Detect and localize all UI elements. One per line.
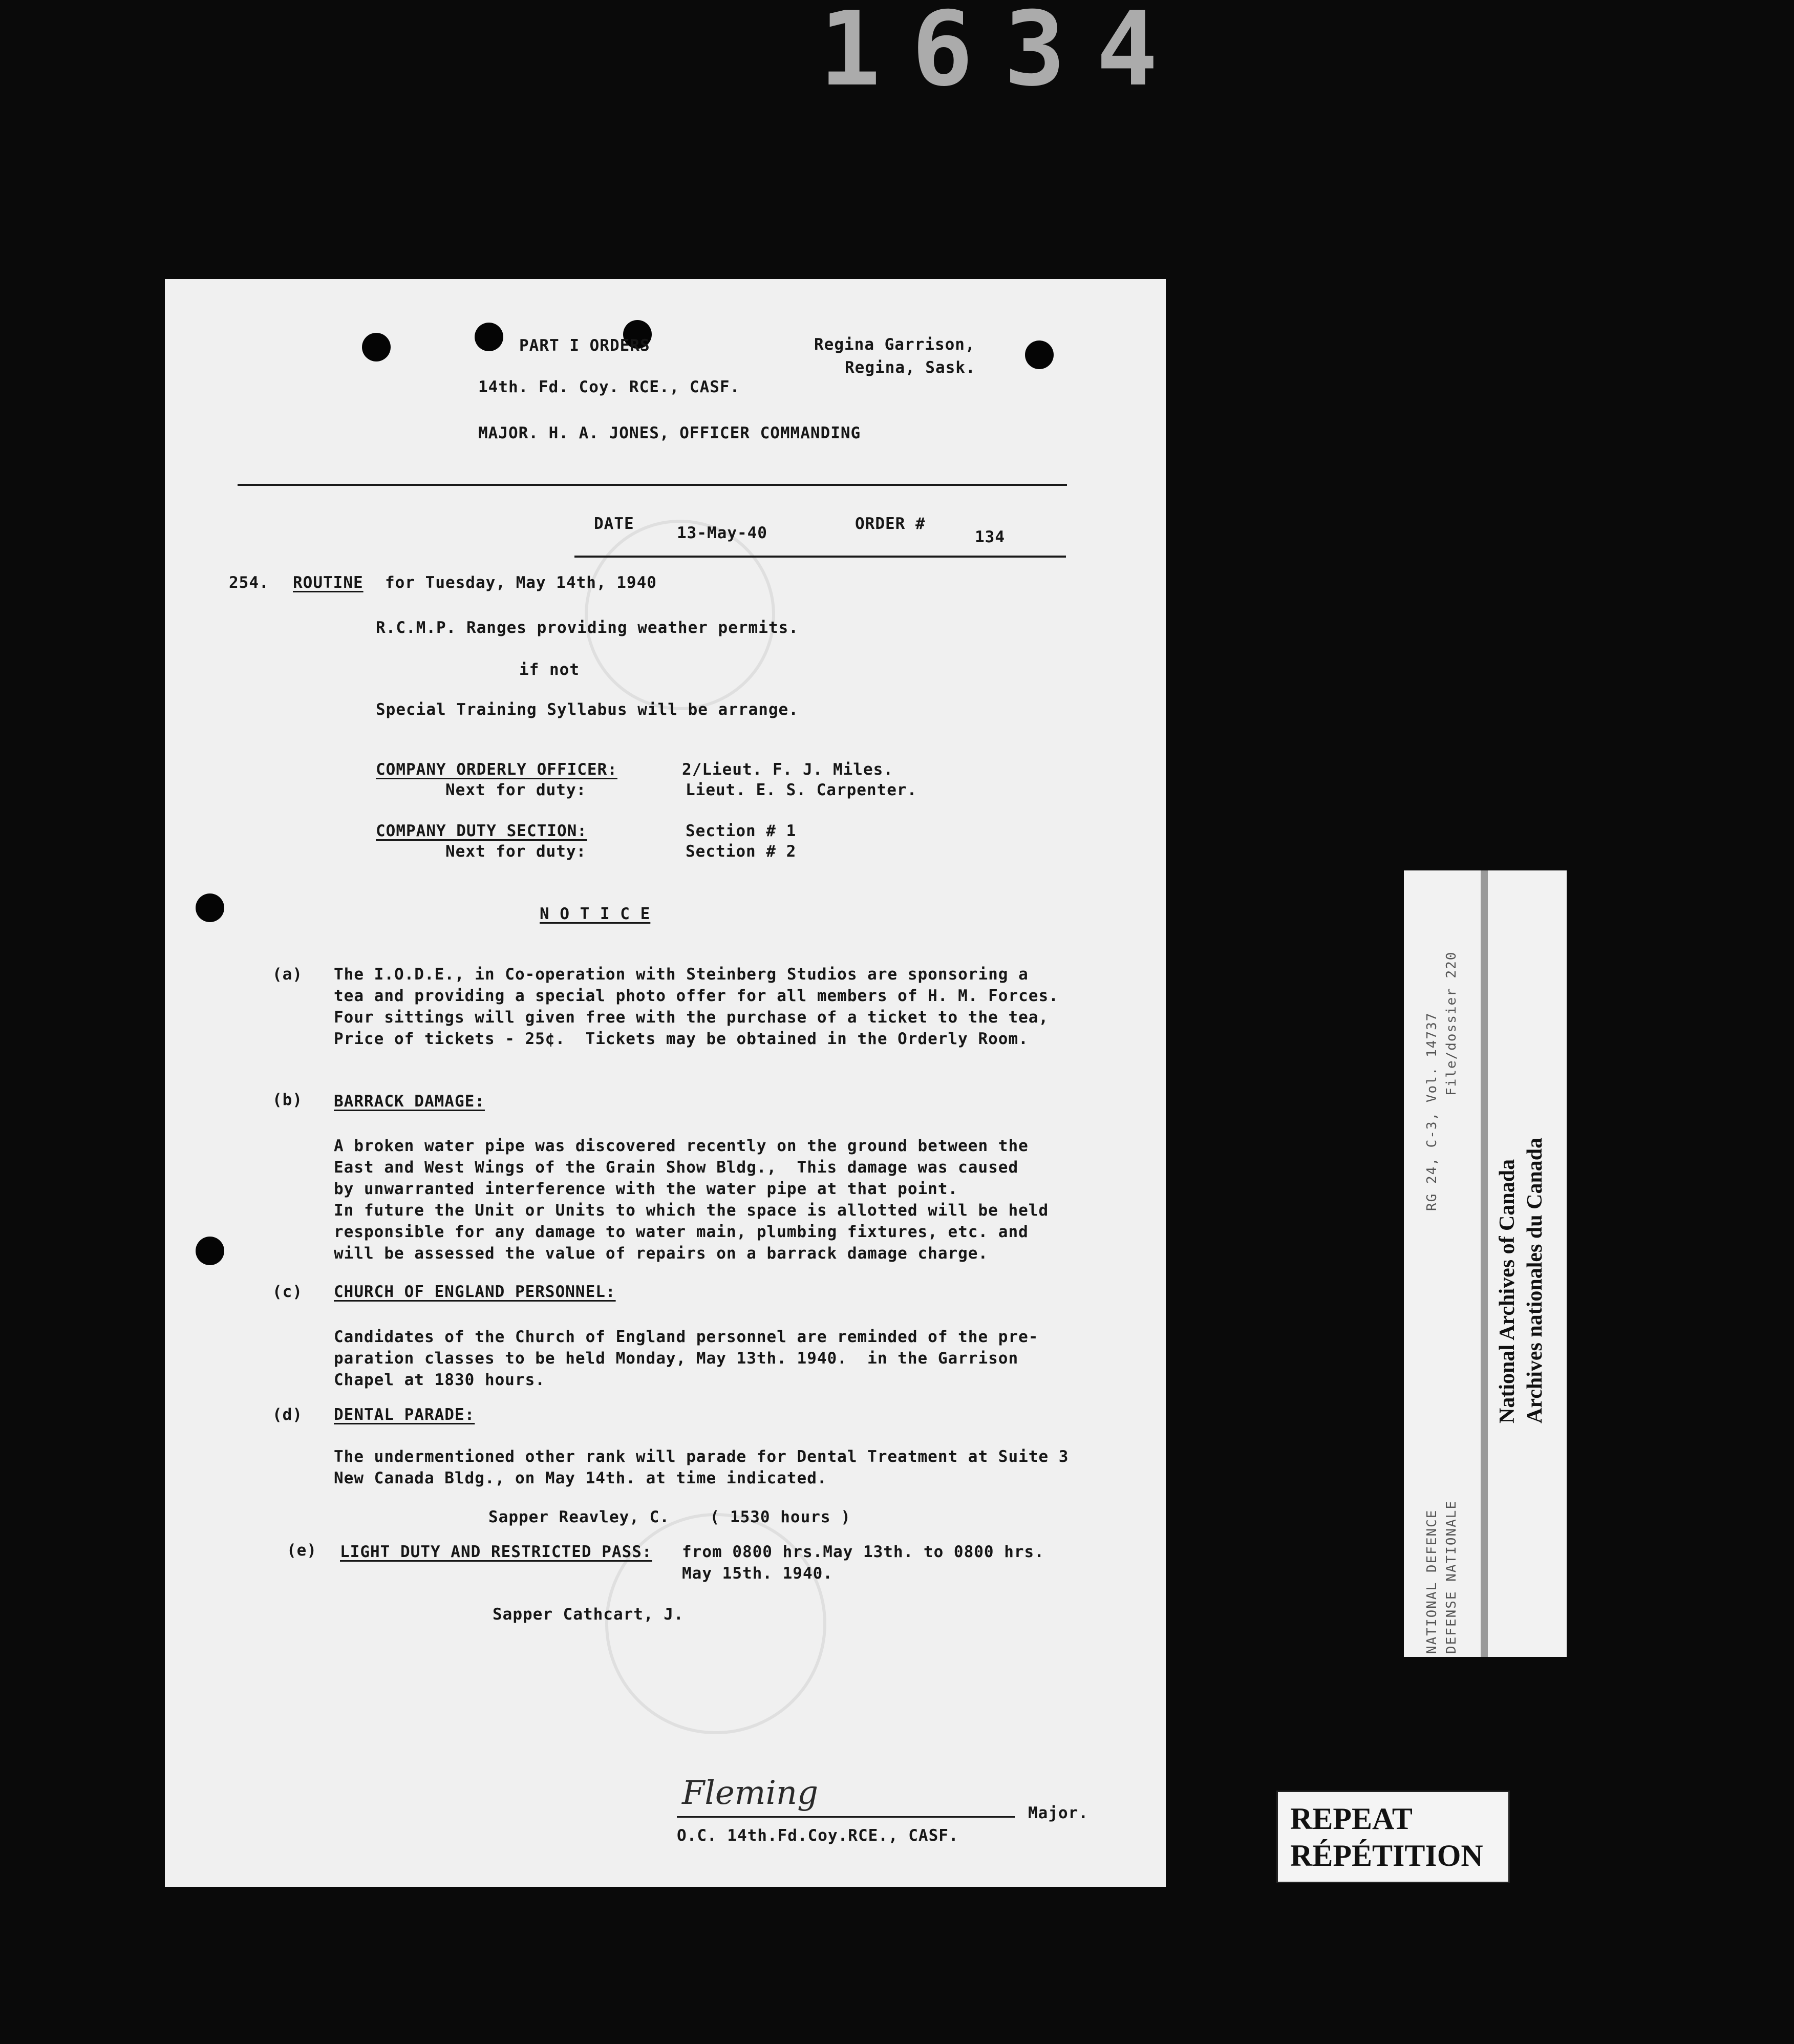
order-number-value: 134 [975, 528, 1005, 546]
notice-a-line: The I.O.D.E., in Co-operation with Steinberg Studios are sponsoring a [334, 965, 1029, 984]
department-fr: DEFENSE NATIONALE [1444, 1500, 1459, 1654]
routine-number: 254. [229, 573, 269, 592]
notice-c-line: Chapel at 1830 hours. [334, 1371, 545, 1389]
signature-line [677, 1816, 1015, 1818]
notice-b-line: In future the Unit or Units to which the space is allotted will be held [334, 1201, 1049, 1220]
archives-name-fr: Archives nationales du Canada [1523, 1137, 1547, 1423]
routine-line-1: R.C.M.P. Ranges providing weather permits. [376, 619, 799, 637]
notice-d-line: The undermentioned other rank will parade for Dental Treatment at Suite 3 [334, 1447, 1069, 1466]
label-divider [1481, 870, 1488, 1657]
faint-stamp [585, 520, 775, 710]
archives-name-en: National Archives of Canada [1496, 1159, 1519, 1423]
signature-rank: Major. [1028, 1804, 1088, 1822]
commanding-officer: MAJOR. H. A. JONES, OFFICER COMMANDING [478, 424, 861, 442]
archive-file: File/dossier 220 [1444, 951, 1459, 1096]
barrack-damage-heading: BARRACK DAMAGE: [334, 1092, 485, 1111]
light-duty-person: Sapper Cathcart, J. [493, 1605, 684, 1624]
archive-reference: RG 24, C-3, Vol. 14737 [1424, 1012, 1440, 1211]
notice-b-line: East and West Wings of the Grain Show Bldg., This damage was caused [334, 1158, 1019, 1177]
repeat-label-en: REPEAT [1290, 1802, 1413, 1836]
date-value: 13-May-40 [677, 524, 767, 542]
notice-d-line: New Canada Bldg., on May 14th. at time indicated. [334, 1469, 827, 1487]
notice-b-line: responsible for any damage to water main, plumbing fixtures, etc. and [334, 1223, 1029, 1241]
department-en: NATIONAL DEFENCE [1424, 1509, 1440, 1654]
notice-heading: N O T I C E [540, 905, 651, 923]
routine-heading: ROUTINE [293, 573, 364, 592]
archive-reference-label [1404, 870, 1567, 1657]
notice-b-line: by unwarranted interference with the water pipe at that point. [334, 1180, 958, 1198]
section-next-value: Section # 2 [686, 842, 797, 861]
punch-hole [196, 1237, 224, 1265]
notice-a-line: tea and providing a special photo offer for all members of H. M. Forces. [334, 987, 1059, 1005]
part-orders-heading: PART I ORDERS [519, 336, 650, 355]
notice-c-marker: (c) [272, 1283, 303, 1301]
notice-b-marker: (b) [272, 1091, 303, 1109]
orderly-next-value: Lieut. E. S. Carpenter. [686, 781, 917, 799]
garrison-line-2: Regina, Sask. [845, 358, 976, 377]
notice-a-marker: (a) [272, 965, 303, 984]
notice-c-line: Candidates of the Church of England personnel are reminded of the pre- [334, 1328, 1039, 1346]
orderly-officer-value: 2/Lieut. F. J. Miles. [682, 760, 893, 779]
order-document [165, 279, 1166, 1887]
orderly-next-label: Next for duty: [445, 781, 587, 799]
light-duty-heading: LIGHT DUTY AND RESTRICTED PASS: [340, 1543, 652, 1561]
punch-hole [475, 323, 503, 351]
notice-a-line: Four sittings will given free with the purchase of a ticket to the tea, [334, 1008, 1049, 1027]
film-frame-number: 1634 [819, 0, 1189, 109]
notice-b-line: A broken water pipe was discovered recently on the ground between the [334, 1137, 1029, 1155]
section-next-label: Next for duty: [445, 842, 587, 861]
notice-b-line: will be assessed the value of repairs on a barrack damage charge. [334, 1244, 989, 1263]
notice-c-line: paration classes to be held Monday, May 13th. 1940. in the Garrison [334, 1349, 1019, 1368]
routine-line-3: Special Training Syllabus will be arrange. [376, 700, 799, 719]
punch-hole [1025, 340, 1054, 369]
notice-a-line: Price of tickets - 25¢. Tickets may be obtained in the Orderly Room. [334, 1030, 1029, 1048]
unit-name: 14th. Fd. Coy. RCE., CASF. [478, 378, 740, 396]
light-duty-dates-cont: May 15th. 1940. [682, 1564, 833, 1583]
dental-parade-heading: DENTAL PARADE: [334, 1406, 475, 1424]
notice-d-marker: (d) [272, 1406, 303, 1424]
orderly-officer-label: COMPANY ORDERLY OFFICER: [376, 760, 617, 779]
date-rule [574, 556, 1066, 558]
signature-title: O.C. 14th.Fd.Coy.RCE., CASF. [677, 1826, 959, 1845]
duty-section-label: COMPANY DUTY SECTION: [376, 822, 587, 840]
order-number-label: ORDER # [855, 515, 926, 533]
garrison-line-1: Regina Garrison, [814, 335, 975, 354]
notice-e-marker: (e) [287, 1541, 317, 1560]
light-duty-dates: from 0800 hrs.May 13th. to 0800 hrs. [682, 1543, 1044, 1561]
date-label: DATE [594, 515, 634, 533]
duty-section-value: Section # 1 [686, 822, 797, 840]
punch-hole [362, 333, 391, 361]
repeat-label [1276, 1791, 1510, 1883]
handwritten-signature: Fleming [682, 1774, 819, 1812]
dental-person: Sapper Reavley, C. ( 1530 hours ) [488, 1508, 851, 1526]
repeat-label-fr: RÉPÉTITION [1290, 1839, 1483, 1872]
church-personnel-heading: CHURCH OF ENGLAND PERSONNEL: [334, 1283, 616, 1301]
header-rule [238, 484, 1067, 486]
punch-hole [196, 893, 224, 922]
routine-line-2: if not [519, 661, 580, 679]
routine-for: for Tuesday, May 14th, 1940 [385, 573, 657, 592]
